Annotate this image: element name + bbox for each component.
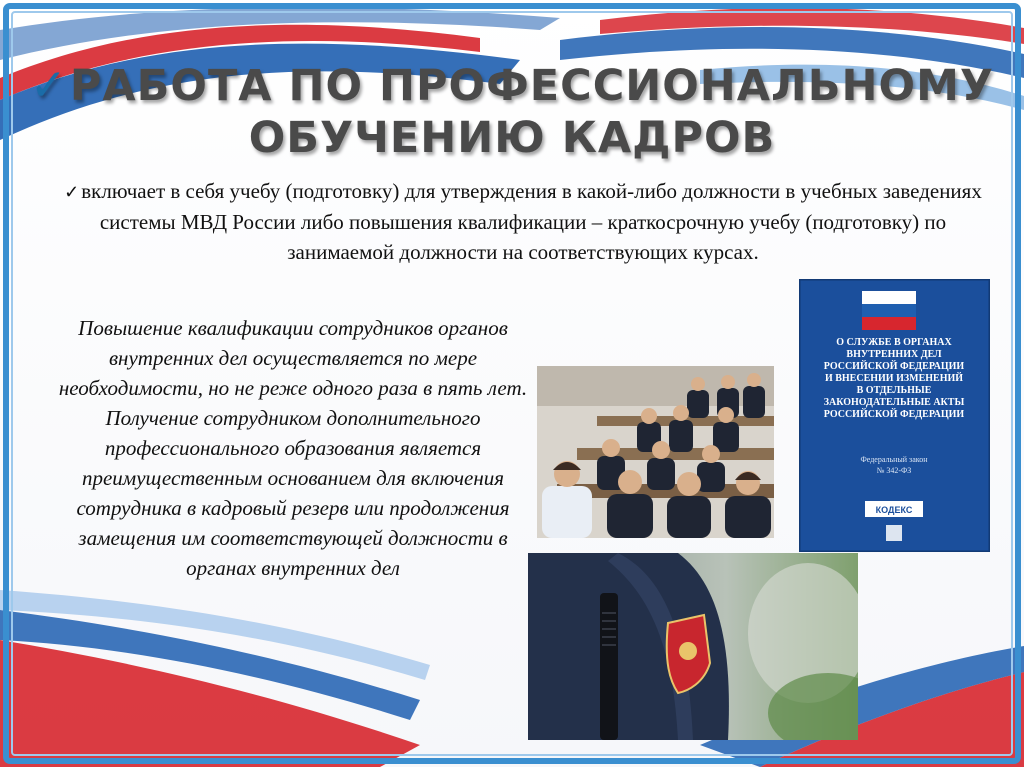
slide-title xyxy=(0,60,1024,164)
book-subtitle-line: № 342-ФЗ xyxy=(876,466,912,475)
title-line-1: РАБОТА ПО ПРОФЕССИОНАЛЬНОМУ xyxy=(69,61,995,111)
book-title-line: РОССИЙСКОЙ ФЕДЕРАЦИИ xyxy=(823,409,965,420)
classroom-photo xyxy=(537,366,774,538)
lead-text: включает в себя учебу (подготовку) для утверждения в какой-либо должности в учебных заведениях системы МВД России либо повышения квалификации – краткосрочную учебу (подготовку) по занимаемой должности на соответствующих курсах. xyxy=(81,179,982,264)
book-title-line: В ОТДЕЛЬНЫЕ xyxy=(856,385,932,396)
book-title-line: О СЛУЖБЕ В ОРГАНАХ xyxy=(836,337,952,348)
title-line-2: ОБУЧЕНИЮ КАДРОВ xyxy=(248,113,776,163)
book-title-line: ЗАКОНОДАТЕЛЬНЫЕ АКТЫ xyxy=(823,397,965,408)
title-checkmark-icon: ✓ xyxy=(29,60,68,111)
lead-checkmark-icon: ✓ xyxy=(64,182,80,202)
russian-flag-icon xyxy=(862,291,916,330)
police-officer-photo xyxy=(528,553,858,740)
law-book-cover xyxy=(799,279,990,552)
book-subtitle-line: Федеральный закон xyxy=(860,455,928,464)
book-title-line: И ВНЕСЕНИИ ИЗМЕНЕНИЙ xyxy=(824,373,964,384)
book-title-line: ВНУТРЕННИХ ДЕЛ xyxy=(846,349,942,360)
italic-paragraph: Повышение квалификации сотрудников органов внутренних дел осуществляется по мере необходимости, но не реже одного раза в пять лет. Получение сотрудником дополнительного профессионального образования является преимущественным основанием для включения сотрудника в кадровый резерв или продолжения замещения им соответствующей должности в органах внутренних дел xyxy=(58,316,528,580)
book-title-line: РОССИЙСКОЙ ФЕДЕРАЦИИ xyxy=(823,361,965,372)
lead-paragraph xyxy=(56,176,990,267)
book-publisher: КОДЕКС xyxy=(875,505,913,515)
